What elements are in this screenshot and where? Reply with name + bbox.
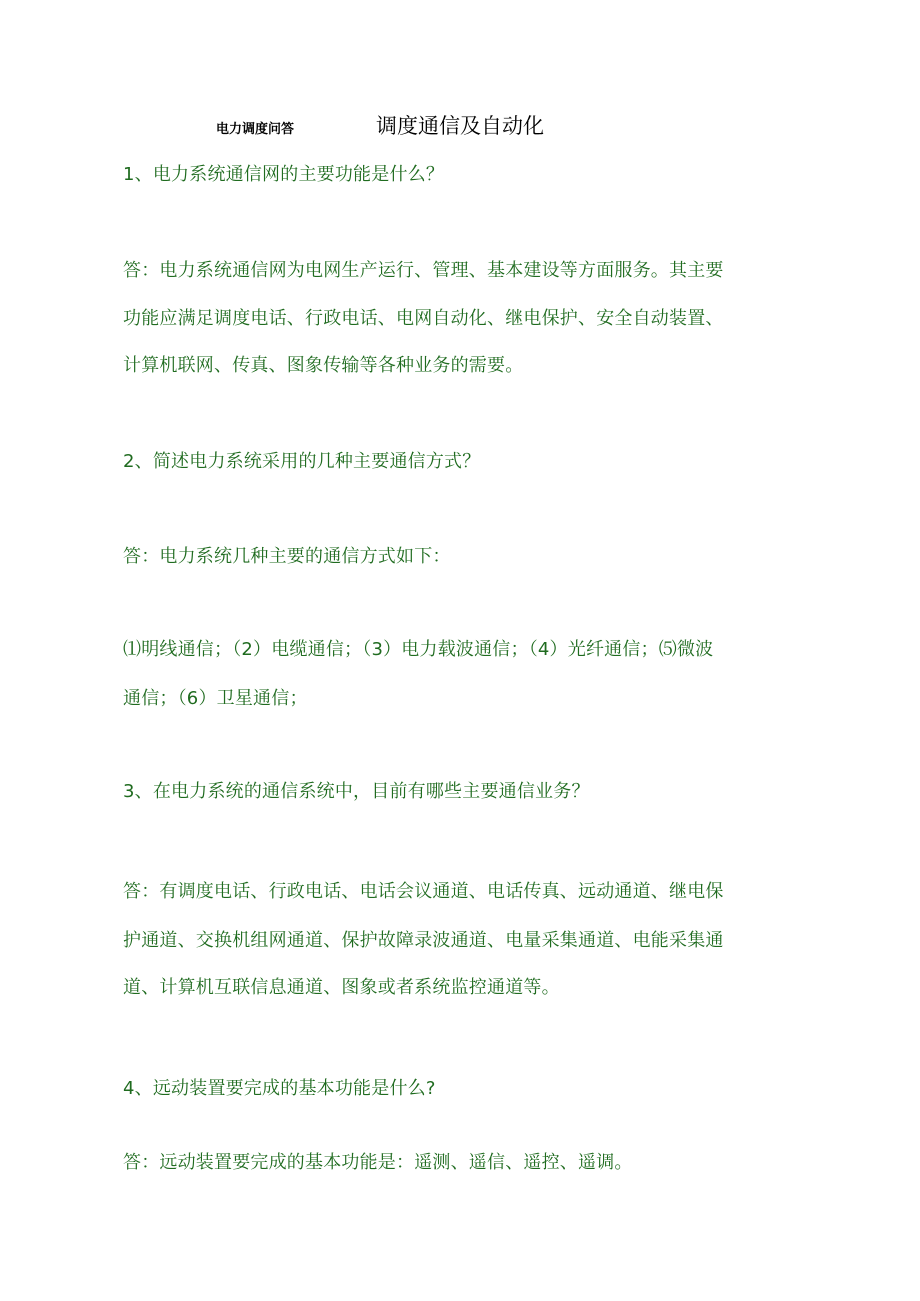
answer-3-line-3: 道、计算机互联信息通道、图象或者系统监控通道等。	[123, 977, 560, 998]
answer-1-line-3: 计算机联网、传真、图象传输等各种业务的需要。	[123, 355, 524, 376]
page-title: 调度通信及自动化	[376, 114, 544, 138]
page-header	[0, 110, 920, 140]
answer-4-line-1: 答：远动装置要完成的基本功能是：遥测、遥信、遥控、遥调。	[123, 1152, 633, 1173]
question-4: 4、远动装置要完成的基本功能是什么?	[123, 1078, 436, 1099]
answer-2-line-2: ⑴明线通信；（2）电缆通信；（3）电力载波通信；（4）光纤通信；⑸微波	[123, 639, 714, 660]
answer-2-line-1: 答：电力系统几种主要的通信方式如下：	[123, 546, 451, 567]
question-3: 3、在电力系统的通信系统中，目前有哪些主要通信业务？	[123, 781, 590, 802]
question-1: 1、电力系统通信网的主要功能是什么？	[123, 164, 445, 185]
answer-3-line-1: 答：有调度电话、行政电话、电话会议通道、电话传真、远动通道、继电保	[123, 881, 724, 902]
header-label: 电力调度问答	[216, 122, 295, 137]
question-2: 2、简述电力系统采用的几种主要通信方式？	[123, 451, 481, 472]
answer-2-line-3: 通信；（6）卫星通信；	[123, 688, 308, 709]
answer-3-line-2: 护通道、交换机组网通道、保护故障录波通道、电量采集通道、电能采集通	[123, 930, 724, 951]
answer-1-line-1: 答：电力系统通信网为电网生产运行、管理、基本建设等方面服务。其主要	[123, 260, 724, 281]
answer-1-line-2: 功能应满足调度电话、行政电话、电网自动化、继电保护、安全自动装置、	[123, 308, 724, 329]
